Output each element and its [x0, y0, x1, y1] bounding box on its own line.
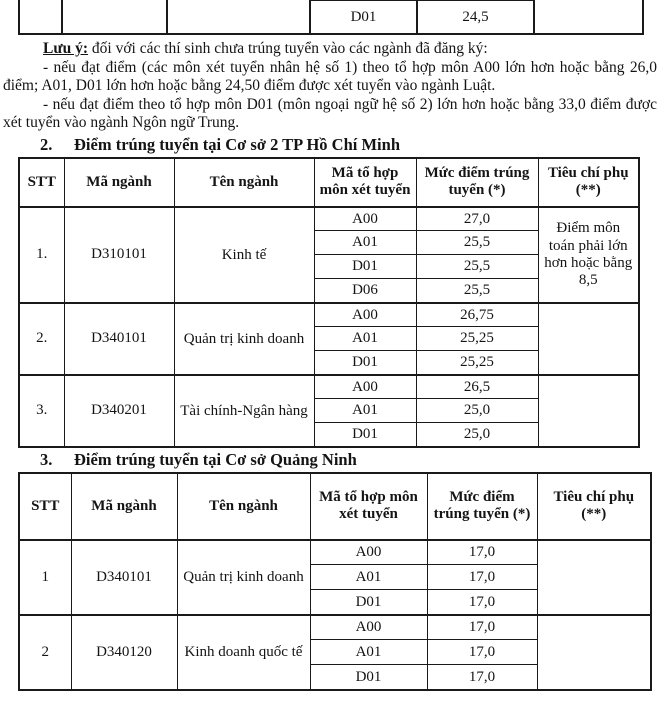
- table-row: [19, 615, 651, 640]
- stt-cell: 2: [19, 615, 71, 690]
- major-name-cell: Quản trị kinh doanh: [174, 303, 314, 375]
- score-cell: 17,0: [427, 540, 537, 565]
- combo-code-cell: A00: [310, 540, 427, 565]
- score-cell: 17,0: [427, 665, 537, 690]
- major-name-cell-empty: [168, 0, 311, 33]
- score-cell: 17,0: [427, 615, 537, 640]
- col-header-criteria: Tiêu chí phụ (**): [538, 158, 639, 207]
- criteria-cell: [538, 303, 639, 375]
- col-header-stt: STT: [19, 158, 64, 207]
- criteria-cell: [538, 375, 639, 447]
- stt-cell: 1: [19, 540, 71, 615]
- combo-code-cell: D06: [314, 279, 416, 303]
- col-header-combo: Mã tổ hợp môn xét tuyển: [314, 158, 416, 207]
- section-number: 3.: [40, 449, 53, 469]
- col-header-stt: STT: [19, 473, 71, 540]
- note-label: Lưu ý:: [43, 40, 89, 57]
- col-header-major-code: Mã ngành: [71, 473, 177, 540]
- score-cell: 17,0: [427, 565, 537, 590]
- stt-cell-empty: [18, 0, 63, 33]
- previous-table-partial-row: [18, 0, 644, 35]
- major-name-cell: Quản trị kinh doanh: [177, 540, 310, 615]
- major-code-cell: D310101: [64, 207, 174, 303]
- major-name-cell: Tài chính-Ngân hàng: [174, 375, 314, 447]
- section-title: Điểm trúng tuyển tại Cơ sở 2 TP Hồ Chí Minh: [74, 134, 400, 154]
- combo-code-cell: A01: [310, 640, 427, 665]
- score-cell: 26,75: [416, 303, 538, 327]
- major-code-cell: D340201: [64, 375, 174, 447]
- combo-code-cell: A00: [314, 375, 416, 399]
- stt-cell: 2.: [19, 303, 64, 375]
- combo-code-cell: D01: [314, 255, 416, 279]
- col-header-score: Mức điểm trúng tuyển (*): [427, 473, 537, 540]
- combo-code-cell: D01: [314, 423, 416, 447]
- score-cell: 27,0: [416, 207, 538, 231]
- note-bullet-2: - nếu đạt điểm theo tổ hợp môn D01 (môn ngoại ngữ hệ số 2) lớn hơn hoặc bằng 33,0 điểm được xét tuyển vào ngành Ngôn ngữ Trung.: [3, 95, 657, 132]
- table-row: [19, 375, 639, 399]
- section-number: 2.: [40, 134, 53, 154]
- header-row: [19, 473, 651, 540]
- combo-code-cell: D01: [314, 351, 416, 375]
- score-cell: 25,25: [416, 351, 538, 375]
- score-cell: 26,5: [416, 375, 538, 399]
- major-name-cell: Kinh tế: [174, 207, 314, 303]
- stt-cell: 1.: [19, 207, 64, 303]
- combo-code-cell: A01: [314, 399, 416, 423]
- combo-code-cell: D01: [310, 665, 427, 690]
- combo-code-cell: A01: [314, 231, 416, 255]
- score-cell: 25,25: [416, 327, 538, 351]
- score-cell: 25,5: [416, 279, 538, 303]
- combo-code-cell: D01: [310, 590, 427, 615]
- score-cell: 25,0: [416, 399, 538, 423]
- major-code-cell: D340120: [71, 615, 177, 690]
- table-row: [19, 540, 651, 565]
- table-row: [19, 207, 639, 231]
- major-name-cell: Kinh doanh quốc tế: [177, 615, 310, 690]
- criteria-cell: [537, 615, 651, 690]
- stt-cell: 3.: [19, 375, 64, 447]
- note-block: [3, 40, 657, 133]
- score-cell: 24,5: [418, 0, 535, 33]
- section-heading-quangninh: [40, 451, 660, 470]
- criteria-cell-empty: [535, 0, 644, 33]
- combo-code-cell: D01: [311, 0, 418, 33]
- note-intro: đối với các thí sinh chưa trúng tuyển vào các ngành đã đăng ký:: [88, 40, 488, 57]
- col-header-criteria: Tiêu chí phụ (**): [537, 473, 651, 540]
- section-title: Điểm trúng tuyển tại Cơ sở Quảng Ninh: [74, 449, 357, 469]
- col-header-score: Mức điểm trúng tuyển (*): [416, 158, 538, 207]
- major-code-cell-empty: [63, 0, 168, 33]
- score-cell: 25,5: [416, 255, 538, 279]
- combo-code-cell: A00: [314, 207, 416, 231]
- major-code-cell: D340101: [71, 540, 177, 615]
- note-heading-line: [3, 40, 657, 59]
- section-heading-hcmc: [40, 136, 660, 155]
- criteria-cell: [537, 540, 651, 615]
- criteria-cell: Điểm môn toán phải lớn hơn hoặc bằng 8,5: [538, 207, 639, 303]
- header-row: [19, 158, 639, 207]
- score-cell: 17,0: [427, 640, 537, 665]
- admission-table-quangninh: [18, 472, 652, 691]
- combo-code-cell: A01: [310, 565, 427, 590]
- col-header-major-name: Tên ngành: [174, 158, 314, 207]
- col-header-major-code: Mã ngành: [64, 158, 174, 207]
- col-header-major-name: Tên ngành: [177, 473, 310, 540]
- col-header-combo: Mã tổ hợp môn xét tuyển: [310, 473, 427, 540]
- score-cell: 25,0: [416, 423, 538, 447]
- score-cell: 17,0: [427, 590, 537, 615]
- admission-table-hcmc: [18, 157, 640, 448]
- note-bullet-1: - nếu đạt điểm (các môn xét tuyển nhân hệ số 1) theo tổ hợp môn A00 lớn hơn hoặc bằng 26,0 điểm; A01, D01 lớn hơn hoặc bằng 24,50 điểm được xét tuyển vào ngành Luật.: [3, 58, 657, 95]
- combo-code-cell: A01: [314, 327, 416, 351]
- combo-code-cell: A00: [314, 303, 416, 327]
- table-row: [19, 303, 639, 327]
- major-code-cell: D340101: [64, 303, 174, 375]
- score-cell: 25,5: [416, 231, 538, 255]
- combo-code-cell: A00: [310, 615, 427, 640]
